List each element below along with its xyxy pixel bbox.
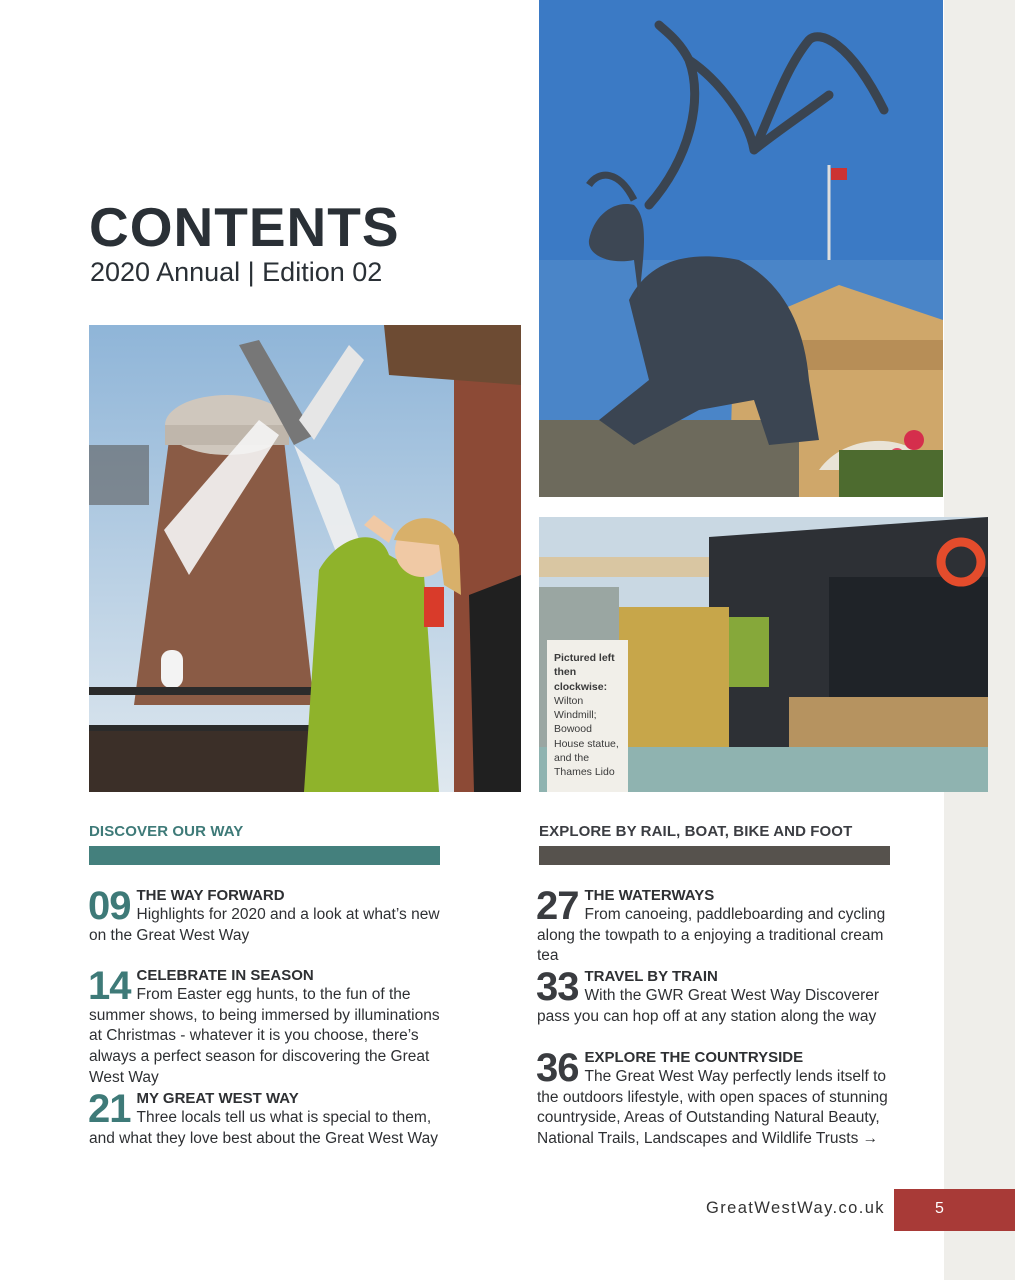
entry-title: THE WAY FORWARD [136,887,285,904]
entry-description: From canoeing, paddleboarding and cycling along the towpath to a enjoying a traditional cream tea [537,906,886,965]
page-title: CONTENTS [89,196,400,258]
entry-title: MY GREAT WEST WAY [136,1090,299,1107]
caption-body: Wilton Windmill; Bowood House statue, and the Thames Lido [554,694,619,779]
section-heading-discover: DISCOVER OUR WAY [89,823,244,840]
entry-description: The Great West Way perfectly lends itself to the outdoors lifestyle, with open spaces of stunning countryside, Areas of Outstanding Natural Beauty, National Trails, Landscapes and Wildlife Trusts → [537,1068,888,1148]
page-number-ref: 36 [536,1046,579,1090]
contents-entry[interactable] [536,884,897,967]
website-link[interactable]: GreatWestWay.co.uk [706,1199,885,1217]
stag-statue-photo [539,0,943,497]
caption-lead: Pictured left then clockwise: [554,652,615,693]
page-number-badge [894,1189,1015,1231]
entry-description: From Easter egg hunts, to the fun of the summer shows, to being immersed by illuminations at Christmas - whatever it is you choose, there’s always a perfect season for discovering the Great West Way [89,986,440,1086]
entry-title: THE WATERWAYS [584,887,715,904]
entry-description: Three locals tell us what is special to them, and what they love best about the Great West Way [89,1109,438,1147]
windmill-photo [89,325,521,792]
contents-entry[interactable] [88,964,449,1089]
contents-entry[interactable] [536,965,897,1027]
page-number-ref: 21 [88,1087,131,1131]
section-bar-grey [539,846,890,865]
contents-entry[interactable] [88,1087,449,1149]
entry-title: TRAVEL BY TRAIN [584,968,718,985]
page-number: 5 [935,1200,944,1217]
section-bar-teal [89,846,440,865]
entry-description: With the GWR Great West Way Discoverer pass you can hop off at any station along the way [537,987,880,1025]
section-heading-explore: EXPLORE BY RAIL, BOAT, BIKE AND FOOT [539,823,853,840]
entry-description: Highlights for 2020 and a look at what’s new on the Great West Way [89,906,440,944]
entry-title: CELEBRATE IN SEASON [136,967,314,984]
page-number-ref: 33 [536,965,579,1009]
page-subtitle: 2020 Annual | Edition 02 [90,257,383,287]
entry-title: EXPLORE THE COUNTRYSIDE [584,1049,804,1066]
photo-caption [547,640,628,792]
contents-entry[interactable] [536,1046,897,1150]
page-number-ref: 14 [88,964,131,1008]
page-number-ref: 27 [536,884,579,928]
page-number-ref: 09 [88,884,131,928]
contents-entry[interactable] [88,884,449,946]
